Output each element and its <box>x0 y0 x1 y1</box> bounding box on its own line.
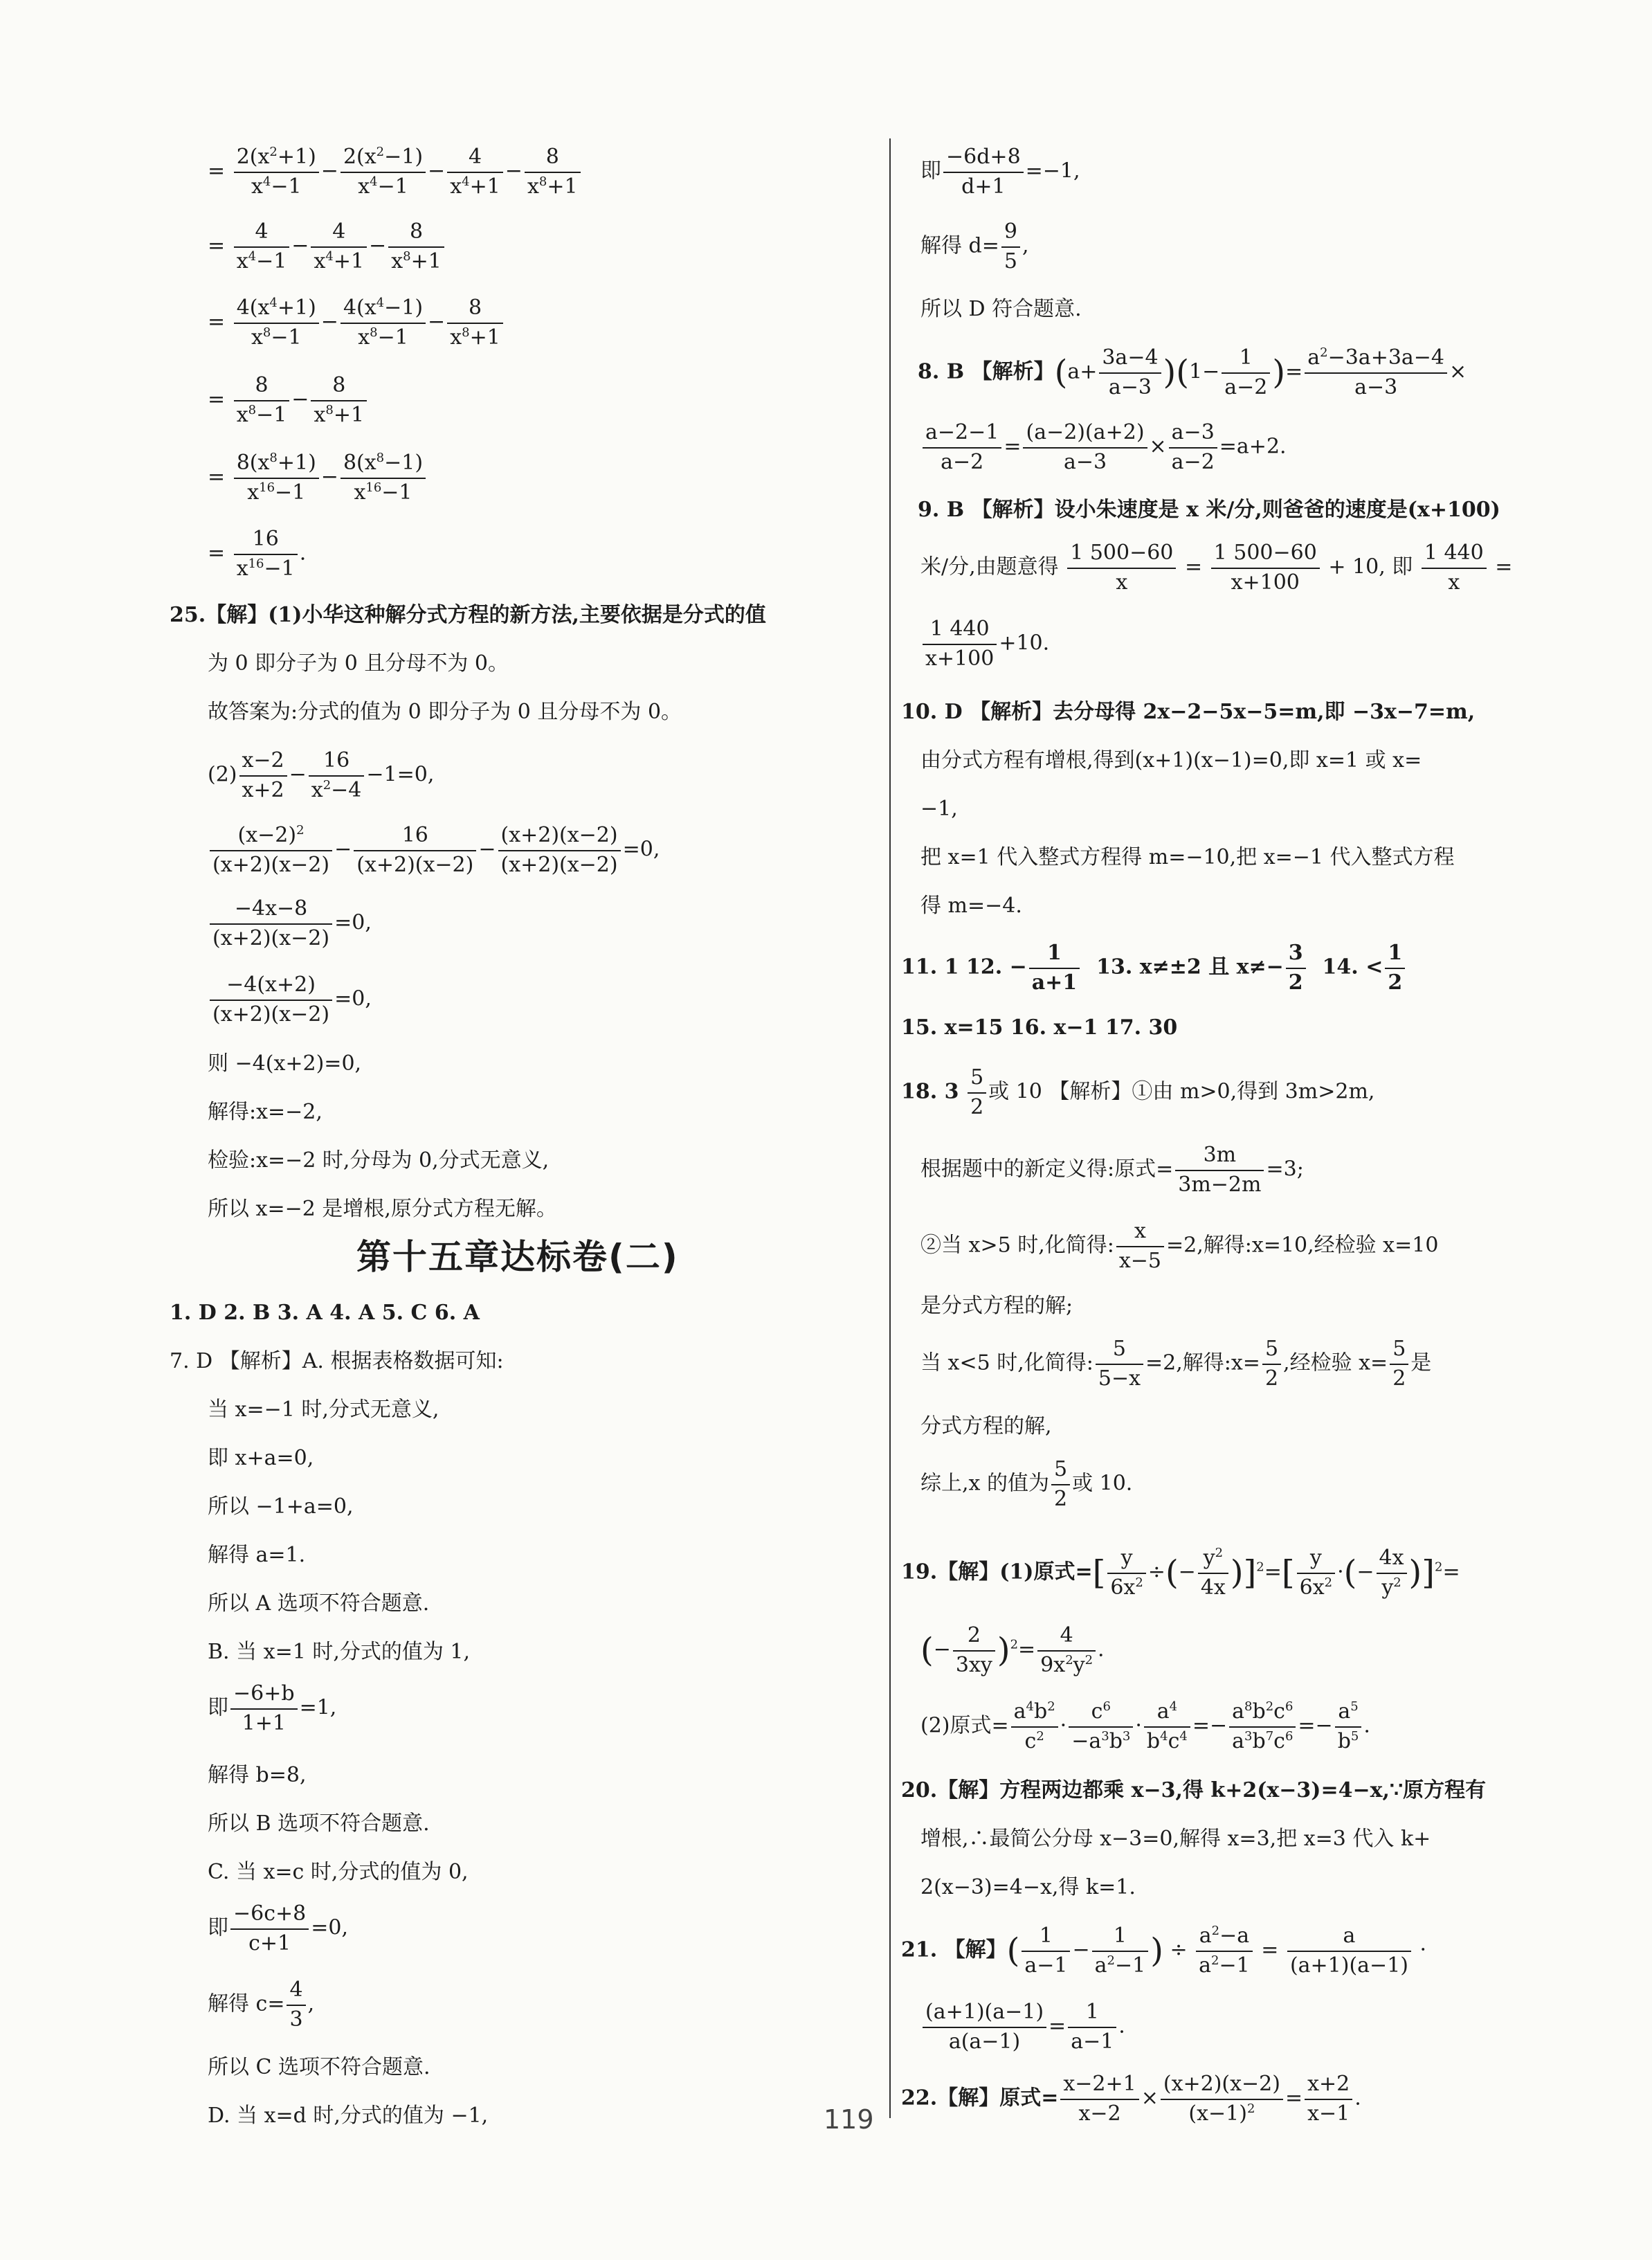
equation-line: $\frac{(x-2)^2}{(x+2)(x-2)}$ − $\frac{16}{(x+2)(x-2)}$ − $\frac{(x+2)(x-2)}{(x+2)(x-2)}$ =0, <box>208 824 660 877</box>
equation-line: (− $\frac{2}{3xy}$ )$^2$= $\frac{4}{9x^2y^2}$ . <box>920 1623 1105 1677</box>
equation-line: = $\frac{4}{x^4-1}$ − $\frac{4}{x^4+1}$ − $\frac{8}{x^8+1}$ <box>208 220 446 273</box>
answers-15-17: 15. x=15 16. x−1 17. 30 <box>901 1015 1178 1040</box>
text-line: C. 当 x=c 时,分式的值为 0, <box>208 1860 469 1884</box>
text-line: 把 x=1 代入整式方程得 m=−10,把 x=−1 代入整式方程 <box>920 845 1455 869</box>
text-line: 所以 D 符合题意. <box>920 297 1082 321</box>
equation-line: ②当 x>5 时,化简得: $\frac{x}{x-5}$ =2,解得:x=10,经检验 x=10 <box>920 1219 1439 1273</box>
text-line: 所以 B 选项不符合题意. <box>208 1811 430 1836</box>
problem-20-line1: 20.【解】方程两边都乘 x−3,得 k+2(x−3)=4−x,∵原方程有 <box>901 1778 1487 1802</box>
equation-line: 即 $\frac{-6+b}{1+1}$ =1, <box>208 1681 337 1735</box>
equation-line: = $\frac{8}{x^8-1}$ − $\frac{8}{x^8+1}$ <box>208 374 369 427</box>
text-line: 即 x+a=0, <box>208 1446 314 1470</box>
text-line: 增根,∴最简公分母 x−3=0,解得 x=3,把 x=3 代入 k+ <box>920 1827 1431 1851</box>
equation-line: $\frac{a-2-1}{a-2}$ = $\frac{(a-2)(a+2)}{a-3}$ × $\frac{a-3}{a-2}$ =a+2. <box>920 421 1287 474</box>
equation-line: 当 x<5 时,化简得: $\frac{5}{5-x}$ =2,解得:x= $\frac{5}{2}$ ,经检验 x= $\frac{5}{2}$ 是 <box>920 1337 1432 1391</box>
problem-21-line1: 21. 【解】( $\frac{1}{a-1}$ − $\frac{1}{a^2-1}$ ) ÷ $\frac{a^2-a}{a^2-1}$ = $\frac{a}{(a+1)(a-1)}$ · <box>901 1924 1427 1978</box>
text-line: 所以 A 选项不符合题意. <box>208 1591 430 1616</box>
equation-line: (2) $\frac{x-2}{x+2}$ − $\frac{16}{x^2-4}$ −1=0, <box>208 748 435 802</box>
text-line: 分式方程的解, <box>920 1414 1052 1438</box>
problem-7-heading: 7. D 【解析】A. 根据表格数据可知: <box>170 1349 504 1373</box>
problem-19-line1: 19.【解】(1)原式=[ $\frac{y}{6x^2}$ ÷(− $\frac{y^2}{4x}$ )]$^2$=[ $\frac{y}{6x^2}$ ·(− $\frac{4x}{y^2}$ )]$^2$= <box>901 1546 1460 1600</box>
equation-line: (2)原式= $\frac{a^4b^2}{c^2}$ · $\frac{c^6}{-a^3b^3}$ · $\frac{a^4}{b^4c^4}$ =− $\frac{a^8b^2c^6}{a^3b^7c^6}$ =− $\frac{a^5}{b^5}$ . <box>920 1699 1370 1753</box>
equation-line: = $\frac{16}{x^{16}-1}$ . <box>208 527 307 581</box>
column-divider <box>889 138 891 2118</box>
problem-22-line1: 22.【解】原式= $\frac{x-2+1}{x-2}$ × $\frac{(x+2)(x-2)}{(x-1)^2}$ = $\frac{x+2}{x-1}$ . <box>901 2072 1361 2126</box>
equation-line: 米/分,由题意得 $\frac{1 500-60}{x}$ = $\frac{1 500-60}{x+100}$ + 10, 即 $\frac{1 440}{x}$ = <box>920 541 1513 595</box>
equation-line: = $\frac{8(x^8+1)}{x^{16}-1}$ − $\frac{8(x^8-1)}{x^{16}-1}$ <box>208 451 428 505</box>
equation-line: 根据题中的新定义得:原式= $\frac{3m}{3m-2m}$ =3; <box>920 1143 1304 1197</box>
equation-line: $\frac{-4x-8}{(x+2)(x-2)}$ =0, <box>208 897 372 950</box>
problem-10-line1: 10. D 【解析】去分母得 2x−2−5x−5=m,即 −3x−7=m, <box>901 700 1476 724</box>
text-line: 则 −4(x+2)=0, <box>208 1051 362 1076</box>
page-number: 119 <box>824 2104 874 2135</box>
equation-line: 即 $\frac{-6d+8}{d+1}$ =−1, <box>920 145 1080 199</box>
text-line: 解得:x=−2, <box>208 1100 323 1124</box>
equation-line: 综上,x 的值为 $\frac{5}{2}$ 或 10. <box>920 1457 1133 1511</box>
text-line: 所以 x=−2 是增根,原分式方程无解。 <box>208 1197 557 1221</box>
problem-8: 8. B 【解析】(a+ $\frac{3a-4}{a-3}$ )(1− $\frac{1}{a-2}$ )= $\frac{a^2-3a+3a-4}{a-3}$ × <box>918 345 1467 399</box>
text-line: 是分式方程的解; <box>920 1294 1073 1318</box>
equation-line: = $\frac{2(x^2+1)}{x^4-1}$ − $\frac{2(x^2-1)}{x^4-1}$ − $\frac{4}{x^4+1}$ − $\frac{8}{x^8+1}$ <box>208 145 583 199</box>
answers-11-14: 11. 1 12. − $\frac{1}{a+1}$ 13. x≠±2 且 x≠− $\frac{3}{2}$ 14. < $\frac{1}{2}$ <box>901 941 1407 995</box>
answers-1-6: 1. D 2. B 3. A 4. A 5. C 6. A <box>170 1301 480 1325</box>
text-line: 所以 −1+a=0, <box>208 1494 354 1519</box>
text-line: 为 0 即分子为 0 且分母不为 0。 <box>208 651 509 676</box>
problem-25-heading: 25.【解】(1)小华这种解分式方程的新方法,主要依据是分式的值 <box>170 603 766 627</box>
equation-line: $\frac{(a+1)(a-1)}{a(a-1)}$ = $\frac{1}{a-1}$ . <box>920 2000 1125 2054</box>
equation-line: 解得 c= $\frac{4}{3}$ , <box>208 1978 315 2032</box>
equation-line: $\frac{1 440}{x+100}$ +10. <box>920 617 1049 671</box>
text-line: 检验:x=−2 时,分母为 0,分式无意义, <box>208 1148 550 1173</box>
text-line: 故答案为:分式的值为 0 即分子为 0 且分母不为 0。 <box>208 700 682 724</box>
equation-line: $\frac{-4(x+2)}{(x+2)(x-2)}$ =0, <box>208 973 372 1027</box>
text-line: 由分式方程有增根,得到(x+1)(x−1)=0,即 x=1 或 x= <box>920 748 1422 772</box>
chapter-title: 第十五章达标卷(二) <box>356 1237 679 1277</box>
equation-line: 即 $\frac{-6c+8}{c+1}$ =0, <box>208 1901 349 1955</box>
text-line: 解得 b=8, <box>208 1763 307 1787</box>
text-line: 当 x=−1 时,分式无意义, <box>208 1398 439 1422</box>
text-line: 所以 C 选项不符合题意. <box>208 2055 430 2079</box>
equation-line: 解得 d= $\frac{9}{5}$ , <box>920 219 1029 273</box>
equation-line: = $\frac{4(x^4+1)}{x^8-1}$ − $\frac{4(x^4-1)}{x^8-1}$ − $\frac{8}{x^8+1}$ <box>208 296 505 350</box>
text-line: D. 当 x=d 时,分式的值为 −1, <box>208 2104 489 2128</box>
text-line: 解得 a=1. <box>208 1543 306 1567</box>
text-line: 得 m=−4. <box>920 894 1022 918</box>
problem-18-line1: 18. 3 $\frac{5}{2}$ 或 10 【解析】①由 m>0,得到 3m>2m, <box>901 1065 1375 1119</box>
problem-9-line1: 9. B 【解析】设小朱速度是 x 米/分,则爸爸的速度是(x+100) <box>918 498 1500 522</box>
text-line: −1, <box>920 797 958 821</box>
text-line: 2(x−3)=4−x,得 k=1. <box>920 1875 1136 1899</box>
text-line: B. 当 x=1 时,分式的值为 1, <box>208 1640 471 1664</box>
